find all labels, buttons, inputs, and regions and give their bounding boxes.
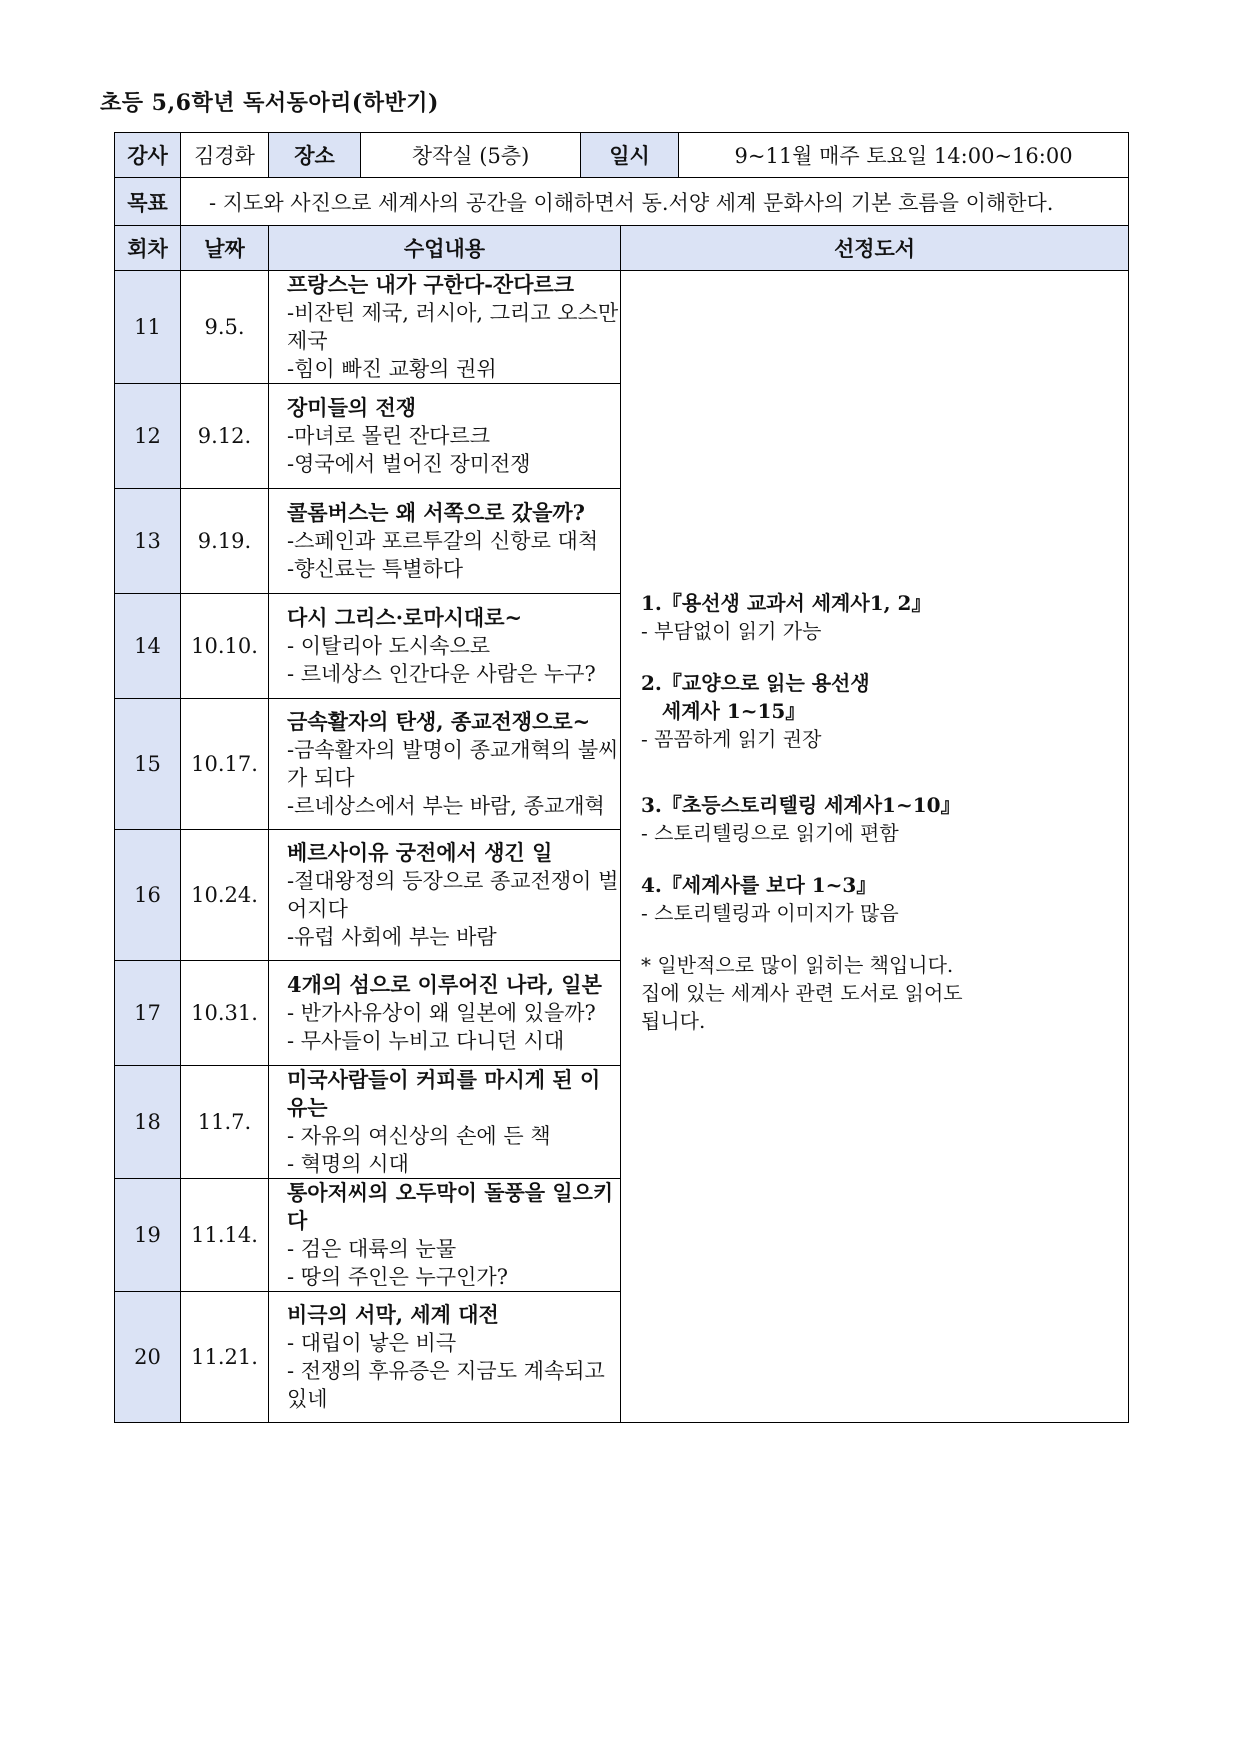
session-title: 미국사람들이 커피를 마시게 된 이유는 bbox=[287, 1067, 601, 1120]
schedule-label: 일시 bbox=[581, 133, 679, 178]
column-header-session: 회차 bbox=[115, 226, 181, 271]
session-number: 19 bbox=[115, 1179, 181, 1292]
schedule-value: 9~11월 매주 토요일 14:00~16:00 bbox=[679, 133, 1129, 178]
session-line: - 무사들이 누비고 다니던 시대 bbox=[287, 1029, 565, 1053]
column-header-content: 수업내용 bbox=[269, 226, 621, 271]
book-3-note: - 스토리텔링으로 읽기에 편함 bbox=[641, 821, 899, 845]
session-line: - 검은 대륙의 눈물 bbox=[287, 1237, 457, 1261]
session-number: 16 bbox=[115, 830, 181, 961]
session-line: -영국에서 벌어진 장미전쟁 bbox=[287, 452, 531, 476]
book-2-title: 2.『교양으로 읽는 용선생 bbox=[641, 671, 870, 695]
column-header-date: 날짜 bbox=[181, 226, 269, 271]
session-number: 14 bbox=[115, 594, 181, 699]
session-number: 13 bbox=[115, 489, 181, 594]
place-label: 장소 bbox=[269, 133, 361, 178]
session-content bbox=[269, 1292, 621, 1423]
session-content bbox=[269, 489, 621, 594]
session-line: -힘이 빠진 교황의 권위 bbox=[287, 357, 497, 381]
book-4-note: - 스토리텔링과 이미지가 많음 bbox=[641, 901, 899, 925]
session-line: - 대립이 낳은 비극 bbox=[287, 1331, 457, 1355]
session-content bbox=[269, 961, 621, 1066]
session-title: 금속활자의 탄생, 종교전쟁으로~ bbox=[287, 709, 591, 734]
session-title: 4개의 섬으로 이루어진 나라, 일본 bbox=[287, 972, 602, 997]
session-date: 10.10. bbox=[181, 594, 269, 699]
session-content bbox=[269, 594, 621, 699]
session-number: 18 bbox=[115, 1066, 181, 1179]
selected-books-cell bbox=[621, 271, 1129, 1423]
instructor-label: 강사 bbox=[115, 133, 181, 178]
book-3-title: 3.『초등스토리텔링 세계사1~10』 bbox=[641, 793, 961, 817]
session-title: 통아저씨의 오두막이 돌풍을 일으키다 bbox=[287, 1180, 614, 1233]
session-title: 콜롬버스는 왜 서쪽으로 갔을까? bbox=[287, 500, 585, 525]
books-footnote: * 일반적으로 많이 읽히는 책입니다. bbox=[641, 953, 954, 977]
session-line: -르네상스에서 부는 바람, 종교개혁 bbox=[287, 794, 605, 818]
info-row bbox=[115, 133, 1129, 178]
book-4-title: 4.『세계사를 보다 1~3』 bbox=[641, 873, 877, 897]
goal-label: 목표 bbox=[115, 178, 181, 226]
schedule-table bbox=[114, 132, 1129, 1423]
book-2-note: - 꼼꼼하게 읽기 권장 bbox=[641, 727, 822, 751]
session-date: 10.31. bbox=[181, 961, 269, 1066]
session-date: 11.7. bbox=[181, 1066, 269, 1179]
session-number: 11 bbox=[115, 271, 181, 384]
session-content bbox=[269, 830, 621, 961]
session-date: 11.14. bbox=[181, 1179, 269, 1292]
session-content bbox=[269, 1066, 621, 1179]
session-date: 11.21. bbox=[181, 1292, 269, 1423]
session-line: - 이탈리아 도시속으로 bbox=[287, 634, 491, 658]
session-line: -유럽 사회에 부는 바람 bbox=[287, 925, 497, 949]
session-content bbox=[269, 384, 621, 489]
session-number: 15 bbox=[115, 699, 181, 830]
session-date: 10.17. bbox=[181, 699, 269, 830]
book-1-note: - 부담없이 읽기 가능 bbox=[641, 619, 822, 643]
place-value: 창작실 (5층) bbox=[361, 133, 581, 178]
session-content bbox=[269, 271, 621, 384]
session-date: 9.5. bbox=[181, 271, 269, 384]
book-1-title: 1.『용선생 교과서 세계사1, 2』 bbox=[641, 591, 932, 615]
session-date: 10.24. bbox=[181, 830, 269, 961]
session-line: - 전쟁의 후유증은 지금도 계속되고 있네 bbox=[287, 1359, 605, 1411]
session-date: 9.19. bbox=[181, 489, 269, 594]
goal-row bbox=[115, 178, 1129, 226]
session-line: - 자유의 여신상의 손에 든 책 bbox=[287, 1124, 551, 1148]
session-content bbox=[269, 1179, 621, 1292]
table-row bbox=[115, 271, 1129, 384]
session-line: - 반가사유상이 왜 일본에 있을까? bbox=[287, 1001, 596, 1025]
session-title: 베르사이유 궁전에서 생긴 일 bbox=[287, 840, 553, 865]
session-line: -스페인과 포르투갈의 신항로 대척 bbox=[287, 529, 599, 553]
session-number: 12 bbox=[115, 384, 181, 489]
session-content bbox=[269, 699, 621, 830]
session-line: -금속활자의 발명이 종교개혁의 불씨가 되다 bbox=[287, 738, 619, 790]
session-title: 다시 그리스·로마시대로~ bbox=[287, 605, 523, 630]
session-number: 20 bbox=[115, 1292, 181, 1423]
session-line: -절대왕정의 등장으로 종교전쟁이 벌어지다 bbox=[287, 869, 619, 921]
book-2-title-cont: 세계사 1~15』 bbox=[641, 699, 806, 723]
column-header-books: 선정도서 bbox=[621, 226, 1129, 271]
books-footnote: 집에 있는 세계사 관련 도서로 읽어도 bbox=[641, 981, 963, 1005]
session-line: - 혁명의 시대 bbox=[287, 1152, 409, 1176]
session-title: 비극의 서막, 세계 대전 bbox=[287, 1302, 499, 1327]
session-title: 장미들의 전쟁 bbox=[287, 395, 417, 420]
instructor-value: 김경화 bbox=[181, 133, 269, 178]
books-footnote: 됩니다. bbox=[641, 1009, 706, 1033]
session-number: 17 bbox=[115, 961, 181, 1066]
session-title: 프랑스는 내가 구한다-잔다르크 bbox=[287, 272, 575, 297]
session-line: -마녀로 몰린 잔다르크 bbox=[287, 424, 491, 448]
page-title: 초등 5,6학년 독서동아리(하반기) bbox=[100, 90, 439, 116]
session-date: 9.12. bbox=[181, 384, 269, 489]
session-line: -비잔틴 제국, 러시아, 그리고 오스만 제국 bbox=[287, 301, 619, 353]
goal-value: - 지도와 사진으로 세계사의 공간을 이해하면서 동.서양 세계 문화사의 기본 흐름을 이해한다. bbox=[181, 178, 1129, 226]
session-line: - 땅의 주인은 누구인가? bbox=[287, 1265, 508, 1289]
column-header-row bbox=[115, 226, 1129, 271]
session-line: - 르네상스 인간다운 사람은 누구? bbox=[287, 662, 596, 686]
session-line: -향신료는 특별하다 bbox=[287, 557, 464, 581]
